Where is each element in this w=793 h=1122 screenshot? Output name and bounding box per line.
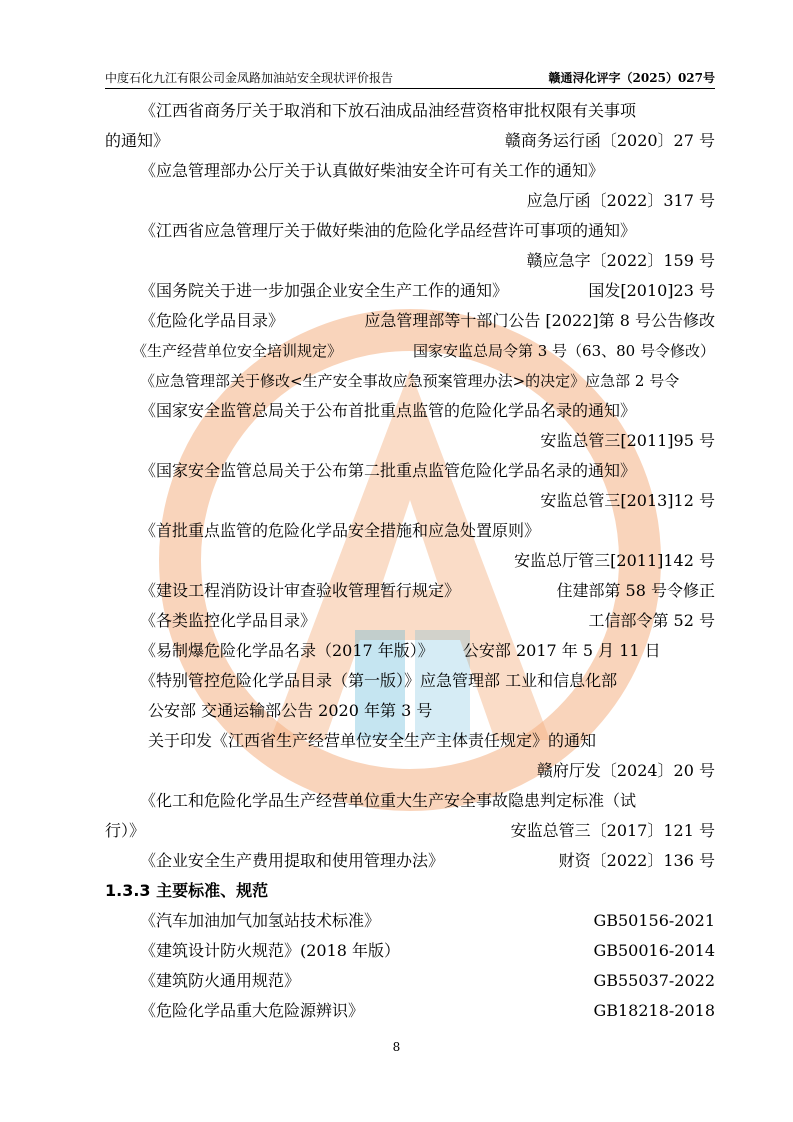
reg-title: 《建设工程消防设计审查验收管理暂行规定》 xyxy=(140,581,461,600)
reg-title: 《国务院关于进一步加强企业安全生产工作的通知》 xyxy=(140,281,509,300)
header-title: 中度石化九江有限公司金凤路加油站安全现状评价报告 xyxy=(105,71,394,85)
reg-line: 《国家安全监管总局关于公布首批重点监管的危险化学品名录的通知》 xyxy=(140,401,637,420)
reg-line xyxy=(140,280,715,302)
reg-number: 赣府厅发〔2024〕20 号 xyxy=(536,761,715,780)
standard-name: 《建筑设计防火规范》(2018 年版） xyxy=(140,941,401,960)
page-number: 8 xyxy=(392,1040,401,1054)
reg-line xyxy=(105,130,715,152)
standard-row xyxy=(140,1000,715,1022)
reg-title: 《企业安全生产费用提取和使用管理办法》 xyxy=(140,851,445,870)
reg-line: 《国家安全监管总局关于公布第二批重点监管危险化学品名录的通知》 xyxy=(140,461,637,480)
reg-number: 国发[2010]23 号 xyxy=(588,281,715,300)
reg-line xyxy=(140,640,661,662)
reg-line xyxy=(105,820,715,842)
reg-number: 工信部令第 52 号 xyxy=(588,611,715,630)
standard-code: GB50156-2021 xyxy=(593,911,715,930)
page-header xyxy=(105,70,715,89)
reg-line xyxy=(140,310,715,332)
reg-title: 行）》 xyxy=(105,821,146,840)
reg-number: 应急厅函〔2022〕317 号 xyxy=(526,191,715,210)
reg-line: 《首批重点监管的危险化学品安全措施和应急处置原则》 xyxy=(140,521,541,540)
reg-line: 《应急管理部办公厅关于认真做好柴油安全许可有关工作的通知》 xyxy=(140,161,605,180)
reg-title: 《各类监控化学品目录》 xyxy=(140,611,317,630)
reg-title: 《危险化学品目录》 xyxy=(140,311,285,330)
reg-line: 《化工和危险化学品生产经营单位重大生产安全事故隐患判定标准（试 xyxy=(140,791,637,810)
standard-code: GB18218-2018 xyxy=(593,1001,715,1020)
standard-row xyxy=(140,940,715,962)
reg-number: 安监总管三[2011]95 号 xyxy=(540,431,715,450)
reg-number: 住建部第 58 号令修正 xyxy=(556,581,715,600)
reg-title: 的通知》 xyxy=(105,131,170,150)
reg-line xyxy=(140,850,715,872)
reg-number: 财资〔2022〕136 号 xyxy=(558,851,715,870)
standard-name: 《建筑防火通用规范》 xyxy=(140,971,301,990)
header-doc-number: 赣通浔化评字（2025）027号 xyxy=(548,71,715,85)
standard-code: GB55037-2022 xyxy=(593,971,715,990)
reg-line: 《江西省应急管理厅关于做好柴油的危险化学品经营许可事项的通知》 xyxy=(140,221,637,240)
standard-name: 《危险化学品重大危险源辨识》 xyxy=(140,1001,365,1020)
reg-line xyxy=(140,610,715,632)
section-heading: 1.3.3 主要标准、规范 xyxy=(105,881,269,900)
reg-line xyxy=(140,580,715,602)
reg-number: 应急管理部等十部门公告 [2022]第 8 号公告修改 xyxy=(364,311,715,330)
reg-number: 安监总厅管三[2011]142 号 xyxy=(514,551,715,570)
reg-number: 公安部 2017 年 5 月 11 日 xyxy=(462,641,661,660)
reg-number: 国家安监总局令第 3 号（63、80 号令修改） xyxy=(412,342,715,360)
reg-line: 公安部 交通运输部公告 2020 年第 3 号 xyxy=(148,701,433,720)
reg-line: 《应急管理部关于修改<生产安全事故应急预案管理办法>的决定》应急部 2 号令 xyxy=(140,372,680,390)
reg-line: 关于印发《江西省生产经营单位安全生产主体责任规定》的通知 xyxy=(148,731,597,750)
reg-number: 安监总管三〔2017〕121 号 xyxy=(510,821,715,840)
standard-row xyxy=(140,970,715,992)
reg-title: 《生产经营单位安全培训规定》 xyxy=(132,342,343,360)
reg-title: 《易制爆危险化学品名录（2017 年版）》 xyxy=(140,641,434,660)
standard-code: GB50016-2014 xyxy=(593,941,715,960)
reg-line xyxy=(132,340,715,362)
reg-number: 安监总管三[2013]12 号 xyxy=(540,491,715,510)
reg-line: 《特别管控危险化学品目录（第一版）》应急管理部 工业和信息化部 xyxy=(140,671,618,690)
reg-line: 《江西省商务厅关于取消和下放石油成品油经营资格审批权限有关事项 xyxy=(140,101,637,120)
reg-number: 赣应急字〔2022〕159 号 xyxy=(526,251,715,270)
standard-row xyxy=(140,910,715,932)
standard-name: 《汽车加油加气加氢站技术标准》 xyxy=(140,911,381,930)
reg-number: 赣商务运行函〔2020〕27 号 xyxy=(504,131,715,150)
